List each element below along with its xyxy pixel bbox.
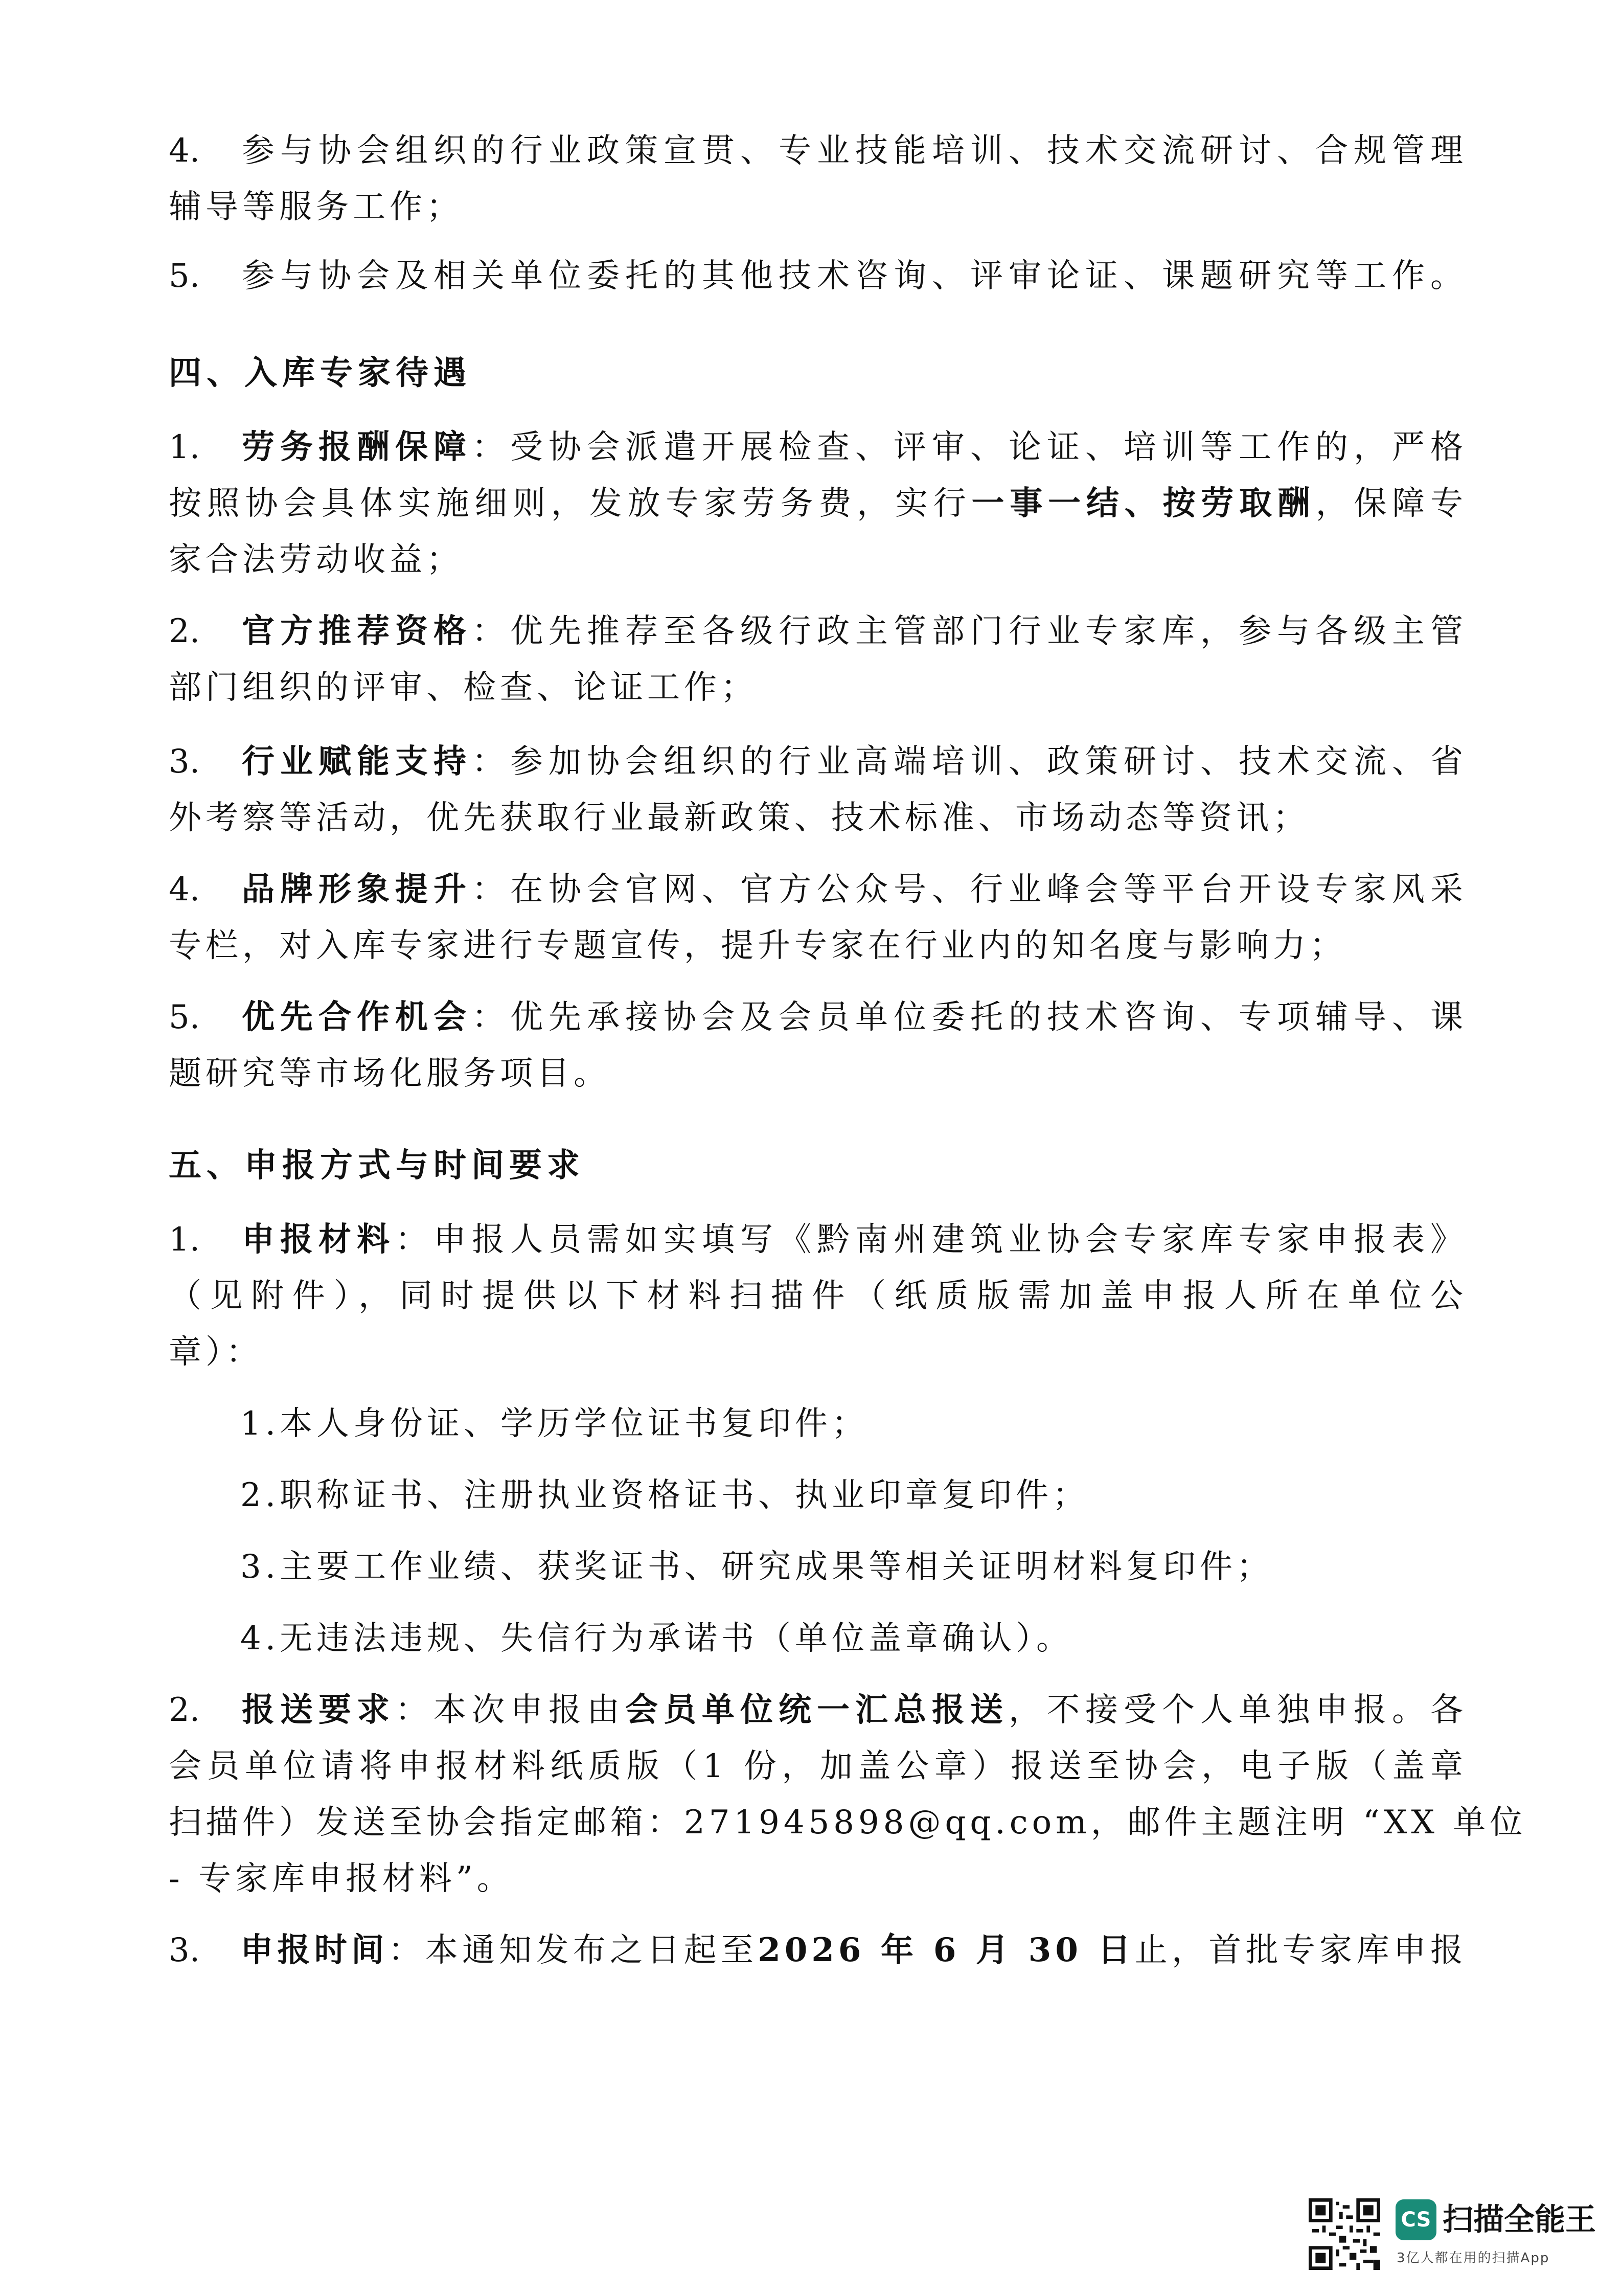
brand-name: 扫描全能王 — [1443, 2202, 1596, 2238]
section5-item1-line2: （见附件），同时提供以下材料扫描件（纸质版需加盖申报人所在单位公 — [169, 1277, 1467, 1315]
section5-item2-line1: 2. 报送要求：本次申报由会员单位统一汇总报送，不接受个人单独申报。各 — [169, 1691, 1467, 1729]
item-title: 品牌形象提升 — [240, 870, 472, 908]
material-item: 1.本人身份证、学历学位证书复印件； — [240, 1405, 869, 1443]
section5-item2-line2: 会员单位请将申报材料纸质版（1 份，加盖公章）报送至协会，电子版（盖章 — [169, 1747, 1467, 1785]
section4-item4-line2: 专栏，对入库专家进行专题宣传，提升专家在行业内的知名度与影响力； — [169, 927, 1346, 965]
section3-item4-line1: 4. 参与协会组织的行业政策宣贯、专业技能培训、技术交流研讨、合规管理 — [169, 130, 1467, 171]
item-number: 4. — [169, 132, 200, 170]
scanner-watermark — [1309, 2198, 1605, 2275]
section5-item1-line3: 章）： — [169, 1333, 263, 1371]
camscanner-logo: CS — [1396, 2199, 1436, 2240]
item-title: 行业赋能支持 — [240, 742, 472, 781]
section4-heading: 四、入库专家待遇 — [169, 354, 471, 392]
section4-item2-line1: 2. 官方推荐资格：优先推荐至各级行政主管部门行业专家库，参与各级主管 — [169, 612, 1467, 650]
section4-item1-line3: 家合法劳动收益； — [169, 541, 463, 579]
item-number: 5. — [169, 257, 200, 295]
section4-item1-line2: 按照协会具体实施细则，发放专家劳务费，实行一事一结、按劳取酬，保障专 — [169, 484, 1468, 522]
emphasis: 会员单位统一汇总报送 — [625, 1691, 1009, 1729]
item-title: 优先合作机会 — [240, 998, 472, 1036]
section3-item4-line2: 辅导等服务工作； — [169, 188, 463, 226]
section4-item1-line1: 1. 劳务报酬保障：受协会派遣开展检查、评审、论证、培训等工作的，严格 — [169, 428, 1467, 466]
section3-item5-line1: 5. 参与协会及相关单位委托的其他技术咨询、评审论证、课题研究等工作。 — [169, 256, 1467, 297]
section5-heading: 五、申报方式与时间要求 — [169, 1146, 585, 1185]
deadline-date: 2026 年 6 月 30 日 — [758, 1931, 1135, 1969]
section5-item1-line1: 1. 申报材料：申报人员需如实填写《黔南州建筑业协会专家库专家申报表》 — [169, 1220, 1467, 1259]
qr-code-icon — [1309, 2198, 1380, 2270]
section4-item5-line2: 题研究等市场化服务项目。 — [169, 1055, 610, 1093]
section5-item3-line1: 3. 申报时间：本通知发布之日起至2026 年 6 月 30 日止，首批专家库申报 — [169, 1931, 1468, 1969]
item-title: 劳务报酬保障 — [240, 428, 472, 466]
brand-tagline: 3亿人都在用的扫描App — [1397, 2250, 1550, 2266]
emphasis: 一事一结、按劳取酬 — [971, 484, 1316, 522]
section4-item2-line2: 部门组织的评审、检查、论证工作； — [169, 669, 758, 707]
section4-item4-line1: 4. 品牌形象提升：在协会官网、官方公众号、行业峰会等平台开设专家风采 — [169, 870, 1467, 908]
section5-item2-line4: - 专家库申报材料”。 — [169, 1860, 514, 1898]
material-item: 4.无违法违规、失信行为承诺书（单位盖章确认）。 — [240, 1620, 1073, 1657]
material-item: 2.职称证书、注册执业资格证书、执业印章复印件； — [240, 1476, 1090, 1514]
section4-item5-line1: 5. 优先合作机会：优先承接协会及会员单位委托的技术咨询、专项辅导、课 — [169, 998, 1467, 1036]
item-title: 官方推荐资格 — [240, 612, 472, 650]
section5-item2-line3: 扫描件）发送至协会指定邮箱：271945898@qq.com，邮件主题注明 “XX 单位 — [169, 1804, 1527, 1842]
material-item: 3.主要工作业绩、获奖证书、研究成果等相关证明材料复印件； — [240, 1548, 1274, 1586]
item-title: 报送要求 — [240, 1691, 395, 1729]
section4-item3-line1: 3. 行业赋能支持：参加协会组织的行业高端培训、政策研讨、技术交流、省 — [169, 742, 1467, 781]
section4-item3-line2: 外考察等活动，优先获取行业最新政策、技术标准、市场动态等资讯； — [169, 799, 1310, 837]
item-title: 申报时间 — [240, 1931, 389, 1969]
item-title: 申报材料 — [240, 1220, 395, 1259]
